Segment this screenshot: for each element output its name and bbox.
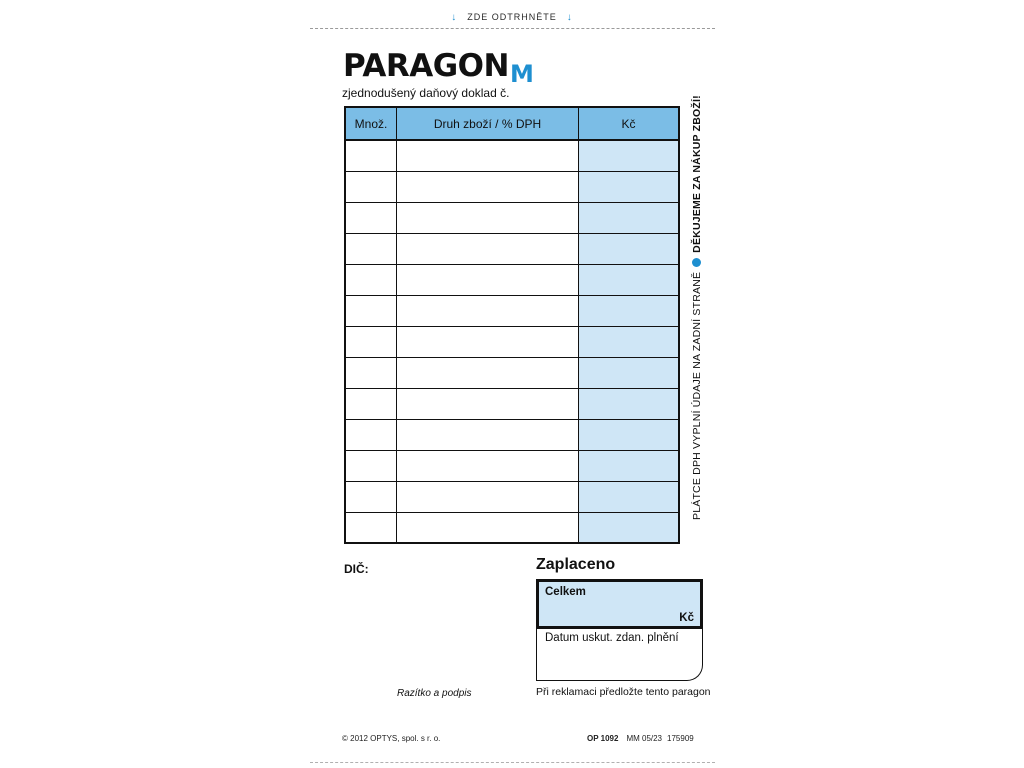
total-label: Celkem [545,586,586,598]
price-cell [579,389,678,419]
item-cell [397,327,579,357]
quantity-cell [346,389,397,419]
table-row [346,172,678,203]
document-subtitle: zjednodušený daňový doklad č. [342,86,510,100]
date-label: Datum uskut. zdan. plnění [545,632,679,644]
stamp-signature-label: Razítko a podpis [397,688,472,699]
tear-off-instruction [0,12,1024,23]
price-cell [579,265,678,295]
price-cell [579,234,678,264]
price-cell [579,451,678,481]
item-cell [397,389,579,419]
item-cell [397,234,579,264]
item-cell [397,296,579,326]
table-row [346,513,678,544]
quantity-cell [346,482,397,512]
quantity-cell [346,234,397,264]
column-header-item: Druh zboží / % DPH [397,108,579,139]
price-cell [579,296,678,326]
paid-heading: Zaplaceno [536,556,616,573]
table-row [346,389,678,420]
price-cell [579,482,678,512]
item-cell [397,358,579,388]
column-header-quantity: Množ. [346,108,397,139]
document-variant: M [510,60,534,88]
item-cell [397,420,579,450]
price-cell [579,141,678,171]
price-cell [579,420,678,450]
dic-label: DIČ: [344,562,369,576]
quantity-cell [346,172,397,202]
quantity-cell [346,358,397,388]
arrow-down-icon: ↓ [451,12,458,23]
side-note [691,95,703,520]
table-row [346,451,678,482]
table-row [346,482,678,513]
form-codes [587,734,694,743]
table-header [346,108,678,141]
item-cell [397,172,579,202]
tear-off-label: ZDE ODTRHNĚTE [467,12,557,22]
price-cell [579,203,678,233]
batch-code: MM 05/23 [626,734,663,743]
item-cell [397,141,579,171]
quantity-cell [346,327,397,357]
price-cell [579,172,678,202]
date-box [536,627,703,681]
items-table [344,106,680,544]
table-row [346,141,678,172]
item-cell [397,451,579,481]
total-box [536,579,703,629]
column-header-price: Kč [621,116,636,131]
bottom-cut-line [310,762,715,763]
total-currency: Kč [679,612,694,624]
price-cell [579,358,678,388]
arrow-down-icon: ↓ [566,12,573,23]
serial-number: 175909 [667,734,694,743]
table-row [346,296,678,327]
table-body [346,141,678,544]
table-row [346,203,678,234]
copyright: © 2012 OPTYS, spol. s r. o. [342,734,441,743]
price-cell [579,327,678,357]
side-note-thanks: DĚKUJEME ZA NÁKUP ZBOŽÍ! [691,95,703,253]
quantity-cell [346,420,397,450]
bullet-dot-icon [692,258,701,267]
form-code: OP 1092 [587,734,619,743]
side-note-vat: PLÁTCE DPH VYPLNÍ ÚDAJE NA ZADNÍ STRANĚ [691,271,703,520]
item-cell [397,513,579,544]
table-row [346,358,678,389]
table-row [346,234,678,265]
item-cell [397,482,579,512]
quantity-cell [346,451,397,481]
quantity-cell [346,296,397,326]
item-cell [397,265,579,295]
complaint-note: Při reklamaci předložte tento paragon [536,686,711,698]
quantity-cell [346,265,397,295]
document-title: PARAGON [343,48,509,84]
table-row [346,420,678,451]
item-cell [397,203,579,233]
table-row [346,265,678,296]
quantity-cell [346,203,397,233]
price-cell [579,513,678,544]
quantity-cell [346,141,397,171]
tear-line [310,28,715,29]
table-row [346,327,678,358]
quantity-cell [346,513,397,544]
